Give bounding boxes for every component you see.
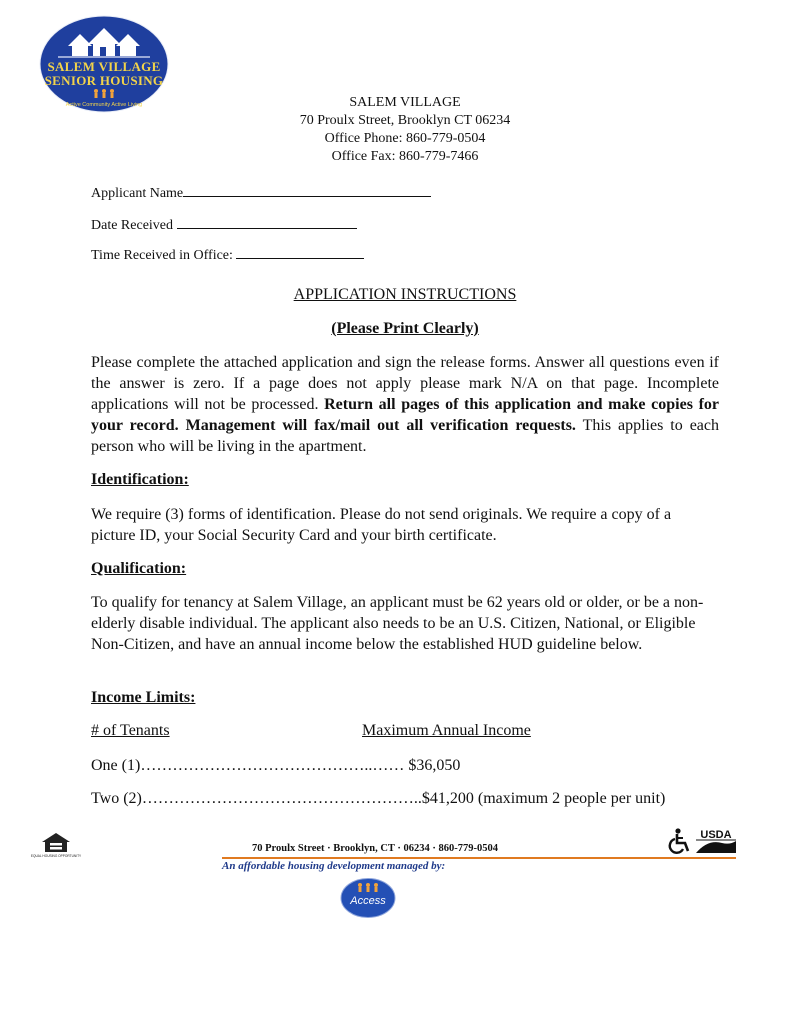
applicant-name-field[interactable] bbox=[91, 183, 431, 202]
header-phone: Office Phone: 860-779-0504 bbox=[324, 131, 486, 146]
intro-text-2: This applies to each person who will be living in the apartment. bbox=[91, 417, 719, 455]
usda-icon bbox=[696, 829, 736, 853]
date-received-label: Date Received bbox=[91, 218, 174, 233]
header-name: SALEM VILLAGE bbox=[349, 95, 461, 110]
applicant-name-label: Applicant Name bbox=[91, 186, 184, 201]
identification-text: We require (3) forms of identification. Please do not send originals. We require a copy of a picture ID, your Social Security Card and your birth certificate. bbox=[91, 506, 672, 544]
date-received-blank[interactable] bbox=[177, 215, 357, 229]
usda-accessibility-logos bbox=[666, 827, 738, 857]
eho-label: EQUAL HOUSING OPPORTUNITY bbox=[30, 854, 82, 858]
logo-line2: SENIOR HOUSING bbox=[44, 73, 164, 88]
max-income-column-header: Maximum Annual Income bbox=[362, 722, 531, 739]
usda-label: USDA bbox=[700, 829, 732, 841]
intro-bold-text: Return all pages of this application and make copies for your record. Management will fax/mail out all verification requests. bbox=[91, 396, 720, 434]
footer-divider bbox=[222, 857, 736, 859]
access-logo-icon bbox=[339, 877, 397, 919]
applicant-name-blank[interactable] bbox=[183, 183, 431, 197]
intro-paragraph bbox=[91, 352, 719, 457]
page-subtitle: (Please Print Clearly) bbox=[331, 320, 479, 337]
logo-arc-text: Active Community Active Living bbox=[65, 102, 143, 108]
logo-line1: SALEM VILLAGE bbox=[47, 59, 161, 74]
time-received-label: Time Received in Office: bbox=[91, 248, 233, 263]
tenants-column-header: # of Tenants bbox=[91, 722, 170, 739]
identification-heading: Identification: bbox=[91, 471, 189, 488]
income-row-two: Two (2)……………………………………………..$41,200 (maximum 2 people per unit) bbox=[91, 790, 666, 807]
footer-address: 70 Proulx Street · Brooklyn, CT · 06234 · 860-779-0504 bbox=[252, 843, 498, 854]
page-title: APPLICATION INSTRUCTIONS bbox=[293, 286, 517, 303]
time-received-blank[interactable] bbox=[236, 245, 364, 259]
qualification-heading: Qualification: bbox=[91, 560, 187, 577]
date-received-field[interactable] bbox=[91, 215, 357, 234]
header-street: 70 Proulx Street, Brooklyn CT 06234 bbox=[299, 113, 511, 128]
intro-text-1: Please complete the attached application and sign the release forms. Answer all questions even if the answer is zero. If a page does not apply please mark N/A on that page. Incomplete applications will not be processed. bbox=[91, 354, 719, 413]
footer-managed-by: An affordable housing development managed by: bbox=[222, 860, 446, 872]
qualification-text: To qualify for tenancy at Salem Village, an applicant must be 62 years old or older, or be a non-elderly disable individual. The applicant also needs to be an U.S. Citizen, National, or Eligible Non-Citizen, and have an annual income below the established HUD guideline below. bbox=[91, 594, 704, 653]
access-label: Access bbox=[350, 895, 386, 907]
income-limits-heading: Income Limits: bbox=[91, 689, 196, 706]
income-row-one: One (1)……………………………………..…… $36,050 bbox=[91, 757, 461, 774]
header-fax: Office Fax: 860-779-7466 bbox=[331, 149, 479, 164]
wheelchair-icon bbox=[670, 828, 688, 852]
time-received-field[interactable] bbox=[91, 245, 364, 264]
